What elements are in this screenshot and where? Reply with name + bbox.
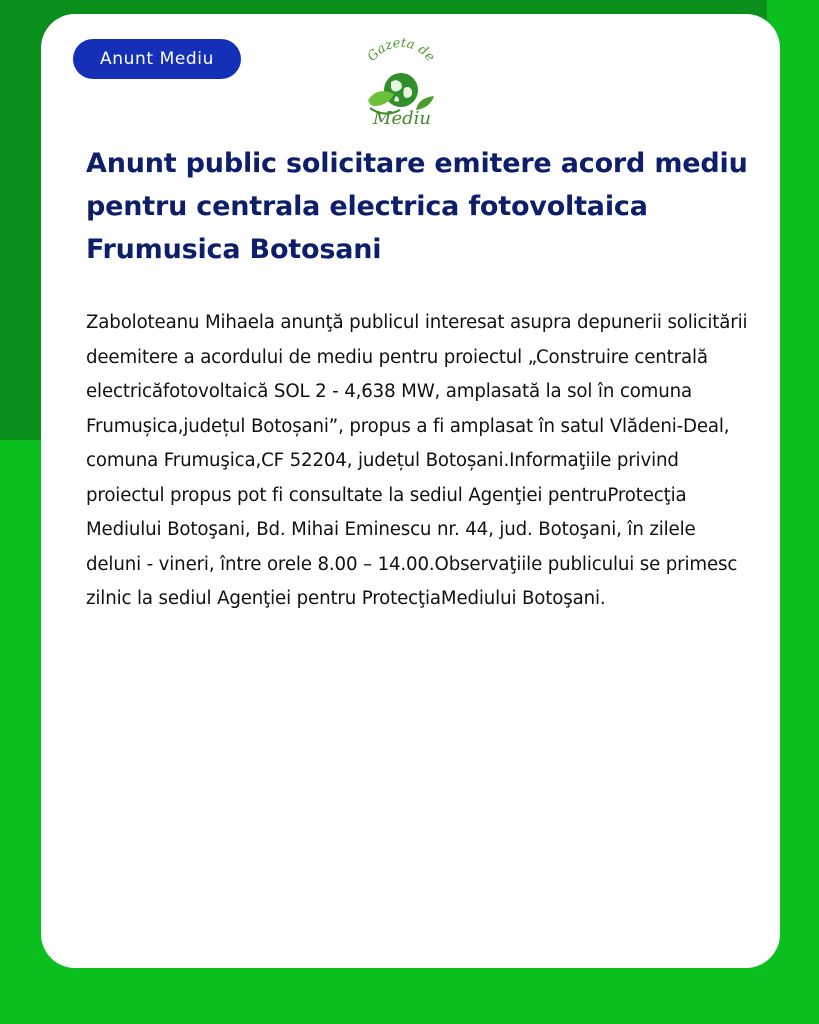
gazeta-de-mediu-logo — [356, 34, 446, 130]
logo-text-top: Gazeta de — [364, 35, 438, 65]
category-badge[interactable]: Anunt Mediu — [73, 39, 241, 79]
article-body: Zaboloteanu Mihaela anunţă publicul interesat asupra depunerii solicitării deemitere a acordului de mediu pentru proiectul „Construire centrală electricăfotovoltaică SOL 2 - 4,638 MW, amplasată la sol în comuna Frumușica,județul Botoșani”, propus a fi amplasat în satul Vlădeni-Deal, comuna Frumuşica,CF 52204, județul Botoșani.Informaţiile privind proiectul propus pot fi consultate la sediul Agenţiei pentruProtecţia Mediului Botoşani, Bd. Mihai Eminescu nr. 44, jud. Botoşani, în zilele deluni - vineri, între orele 8.00 – 14.00.Observaţiile publicului se primesc zilnic la sediul Agenţiei pentru ProtecţiaMediului Botoşani. — [86, 312, 748, 609]
globe-leaf-logo-icon — [356, 34, 446, 130]
article-title: Anunt public solicitare emitere acord mediu pentru centrala electrica fotovoltaica Frumusica Botosani — [86, 148, 748, 265]
svg-text:Gazeta de — [365, 36, 438, 65]
logo-text-bottom: Mediu — [373, 108, 431, 129]
